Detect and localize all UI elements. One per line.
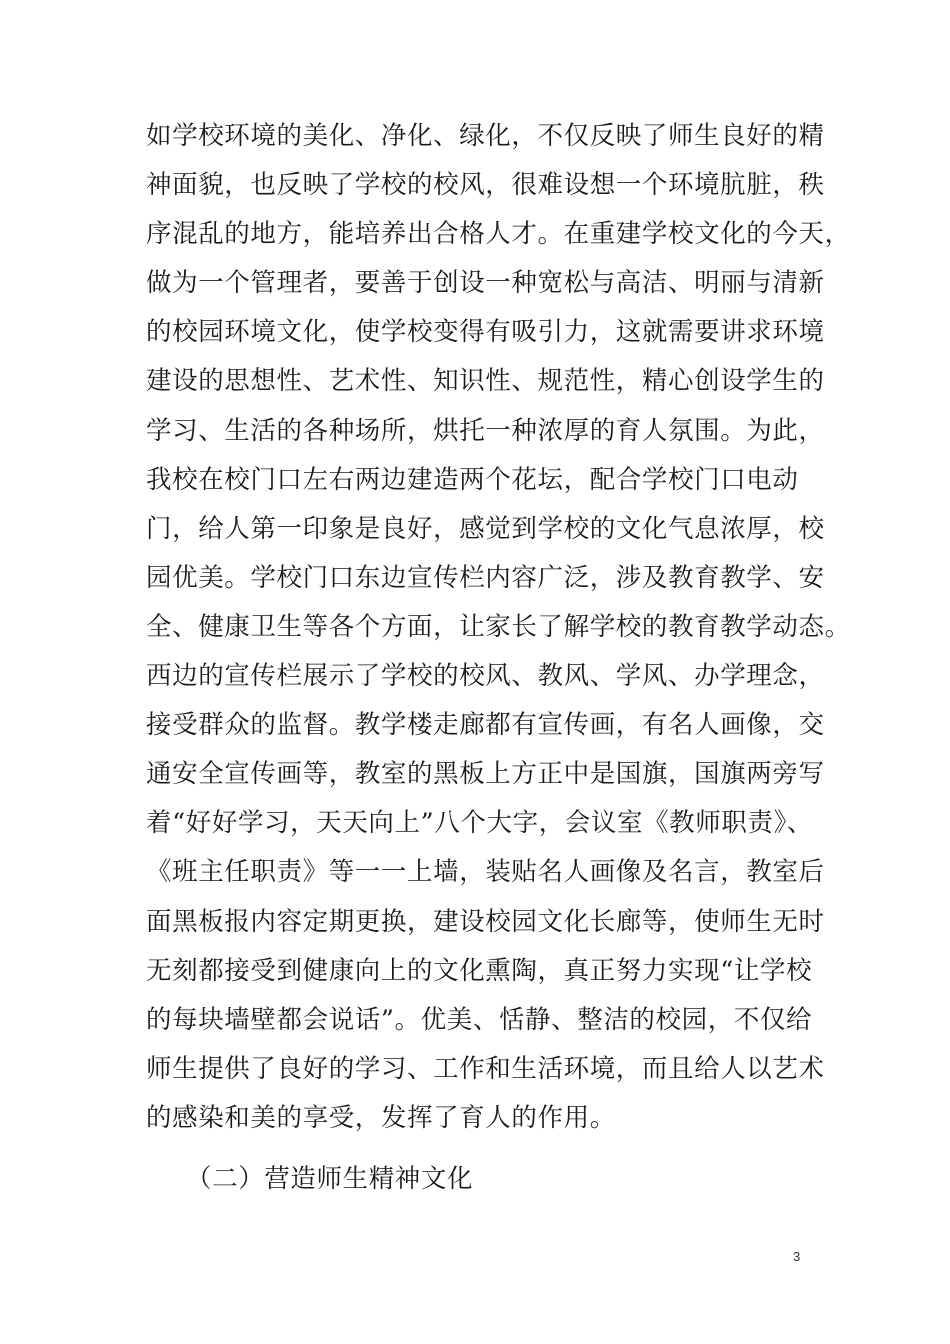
paragraph-line: 学习、生活的各种场所，烘托一种浓厚的育人氛围。为此， [146, 415, 825, 446]
paragraph-line: 园优美。学校门口东边宣传栏内容广泛，涉及教育教学、安 [146, 562, 825, 593]
paragraph-line: 西边的宣传栏展示了学校的校风、教风、学风、办学理念， [146, 661, 825, 692]
paragraph-line: 师生提供了良好的学习、工作和生活环境，而且给人以艺术 [146, 1053, 825, 1084]
paragraph-line: 做为一个管理者，要善于创设一种宽松与高洁、明丽与清新 [146, 268, 825, 299]
paragraph-line: 《班主任职责》等一一上墙，装贴名人画像及名言，教室后 [146, 857, 825, 888]
paragraph-line: 接受群众的监督。教学楼走廊都有宣传画，有名人画像，交 [146, 710, 825, 741]
paragraph-line: 通安全宣传画等，教室的黑板上方正中是国旗，国旗两旁写 [146, 759, 825, 790]
paragraph-line: 全、健康卫生等各个方面，让家长了解学校的教育教学动态。 [146, 611, 851, 642]
body-paragraph [146, 112, 851, 1143]
paragraph-line: 着“好好学习，天天向上”八个大字，会议室《教师职责》、 [146, 808, 814, 839]
paragraph-line: 的校园环境文化，使学校变得有吸引力，这就需要讲求环境 [146, 317, 825, 348]
paragraph-line: 神面貌，也反映了学校的校风，很难设想一个环境肮脏，秩 [146, 170, 825, 201]
paragraph-line: 无刻都接受到健康向上的文化熏陶，真正努力实现“让学校 [146, 955, 813, 986]
paragraph-line: 的感染和美的享受，发挥了育人的作用。 [146, 1102, 616, 1133]
page-number: 3 [793, 1249, 801, 1264]
paragraph-line: 如学校环境的美化、净化、绿化，不仅反映了师生良好的精 [146, 121, 825, 151]
paragraph-line: 序混乱的地方，能培养出合格人才。在重建学校文化的今天， [146, 219, 851, 250]
section-heading: （二）营造师生精神文化 [186, 1164, 474, 1194]
paragraph-line: 门，给人第一印象是良好，感觉到学校的文化气息浓厚，校 [146, 513, 825, 544]
paragraph-line: 建设的思想性、艺术性、知识性、规范性，精心创设学生的 [146, 366, 825, 397]
paragraph-line: 我校在校门口左右两边建造两个花坛，配合学校门口电动 [146, 464, 799, 495]
paragraph-line: 面黑板报内容定期更换，建设校园文化长廊等，使师生无时 [146, 906, 825, 937]
paragraph-line: 的每块墙壁都会说话”。优美、恬静、整洁的校园，不仅给 [146, 1004, 813, 1035]
